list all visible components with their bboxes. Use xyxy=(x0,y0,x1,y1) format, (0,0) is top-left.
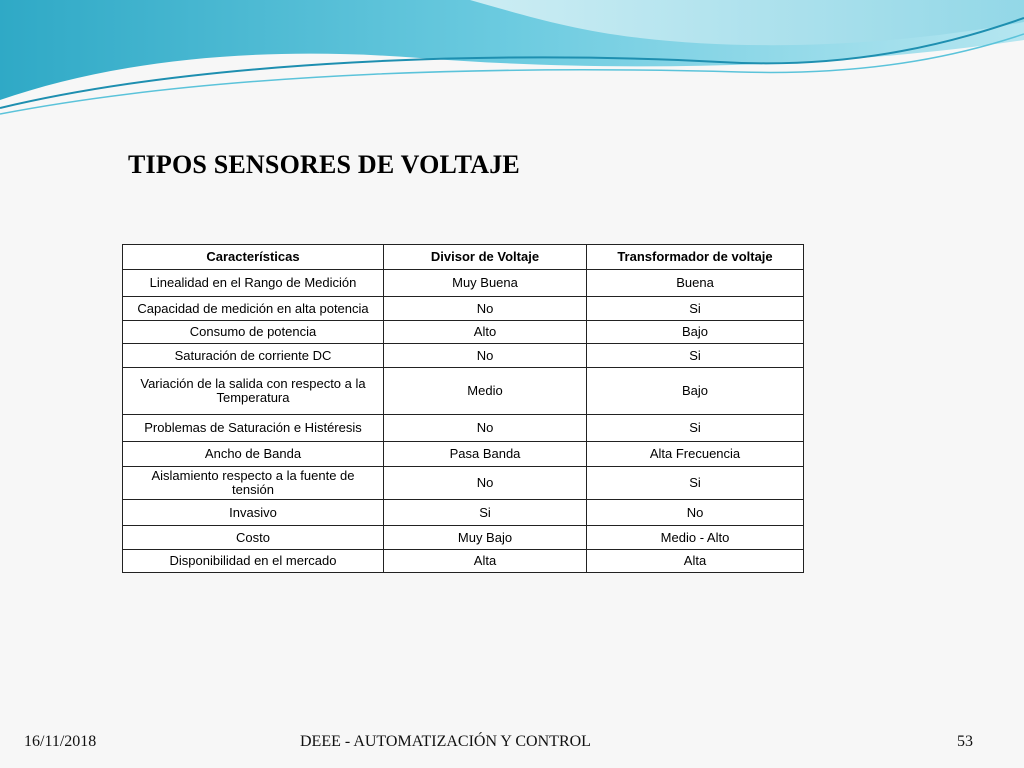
row-transformer-value: Alta Frecuencia xyxy=(587,442,804,467)
row-characteristic: Saturación de corriente DC xyxy=(123,344,384,368)
table-row xyxy=(123,500,804,526)
table-row xyxy=(123,321,804,344)
table-row xyxy=(123,526,804,550)
row-transformer-value: Si xyxy=(587,415,804,442)
header-wave-decoration xyxy=(0,0,1024,130)
table-header-row xyxy=(123,245,804,270)
row-divider-value: Medio xyxy=(384,368,587,415)
row-characteristic: Disponibilidad en el mercado xyxy=(123,550,384,573)
row-transformer-value: No xyxy=(587,500,804,526)
comparison-table xyxy=(122,244,804,573)
footer-date: 16/11/2018 xyxy=(24,733,97,750)
table-row xyxy=(123,550,804,573)
table-row xyxy=(123,467,804,500)
row-transformer-value: Si xyxy=(587,297,804,321)
row-characteristic: Costo xyxy=(123,526,384,550)
row-transformer-value: Bajo xyxy=(587,321,804,344)
table-row xyxy=(123,297,804,321)
table-row xyxy=(123,270,804,297)
column-header-voltage-divider: Divisor de Voltaje xyxy=(384,245,587,270)
row-characteristic: Aislamiento respecto a la fuente de tensión xyxy=(123,467,384,500)
row-divider-value: Pasa Banda xyxy=(384,442,587,467)
table-row xyxy=(123,368,804,415)
row-characteristic: Invasivo xyxy=(123,500,384,526)
row-divider-value: Muy Bajo xyxy=(384,526,587,550)
row-transformer-value: Bajo xyxy=(587,368,804,415)
row-characteristic: Capacidad de medición en alta potencia xyxy=(123,297,384,321)
row-characteristic: Ancho de Banda xyxy=(123,442,384,467)
row-characteristic: Linealidad en el Rango de Medición xyxy=(123,270,384,297)
row-characteristic: Consumo de potencia xyxy=(123,321,384,344)
table-row xyxy=(123,344,804,368)
row-divider-value: Muy Buena xyxy=(384,270,587,297)
row-transformer-value: Si xyxy=(587,344,804,368)
table-row xyxy=(123,442,804,467)
column-header-voltage-transformer: Transformador de voltaje xyxy=(587,245,804,270)
row-divider-value: Alta xyxy=(384,550,587,573)
slide-number: 53 xyxy=(957,733,973,750)
row-transformer-value: Buena xyxy=(587,270,804,297)
column-header-characteristics: Características xyxy=(123,245,384,270)
slide-title: TIPOS SENSORES DE VOLTAJE xyxy=(128,150,520,179)
row-divider-value: No xyxy=(384,297,587,321)
row-divider-value: Alto xyxy=(384,321,587,344)
row-characteristic: Variación de la salida con respecto a la Temperatura xyxy=(123,368,384,415)
row-divider-value: No xyxy=(384,415,587,442)
row-transformer-value: Alta xyxy=(587,550,804,573)
table-row xyxy=(123,415,804,442)
row-characteristic: Problemas de Saturación e Histéresis xyxy=(123,415,384,442)
row-transformer-value: Medio - Alto xyxy=(587,526,804,550)
footer-course-title: DEEE - AUTOMATIZACIÓN Y CONTROL xyxy=(300,733,591,750)
row-divider-value: Si xyxy=(384,500,587,526)
row-divider-value: No xyxy=(384,344,587,368)
row-divider-value: No xyxy=(384,467,587,500)
row-transformer-value: Si xyxy=(587,467,804,500)
